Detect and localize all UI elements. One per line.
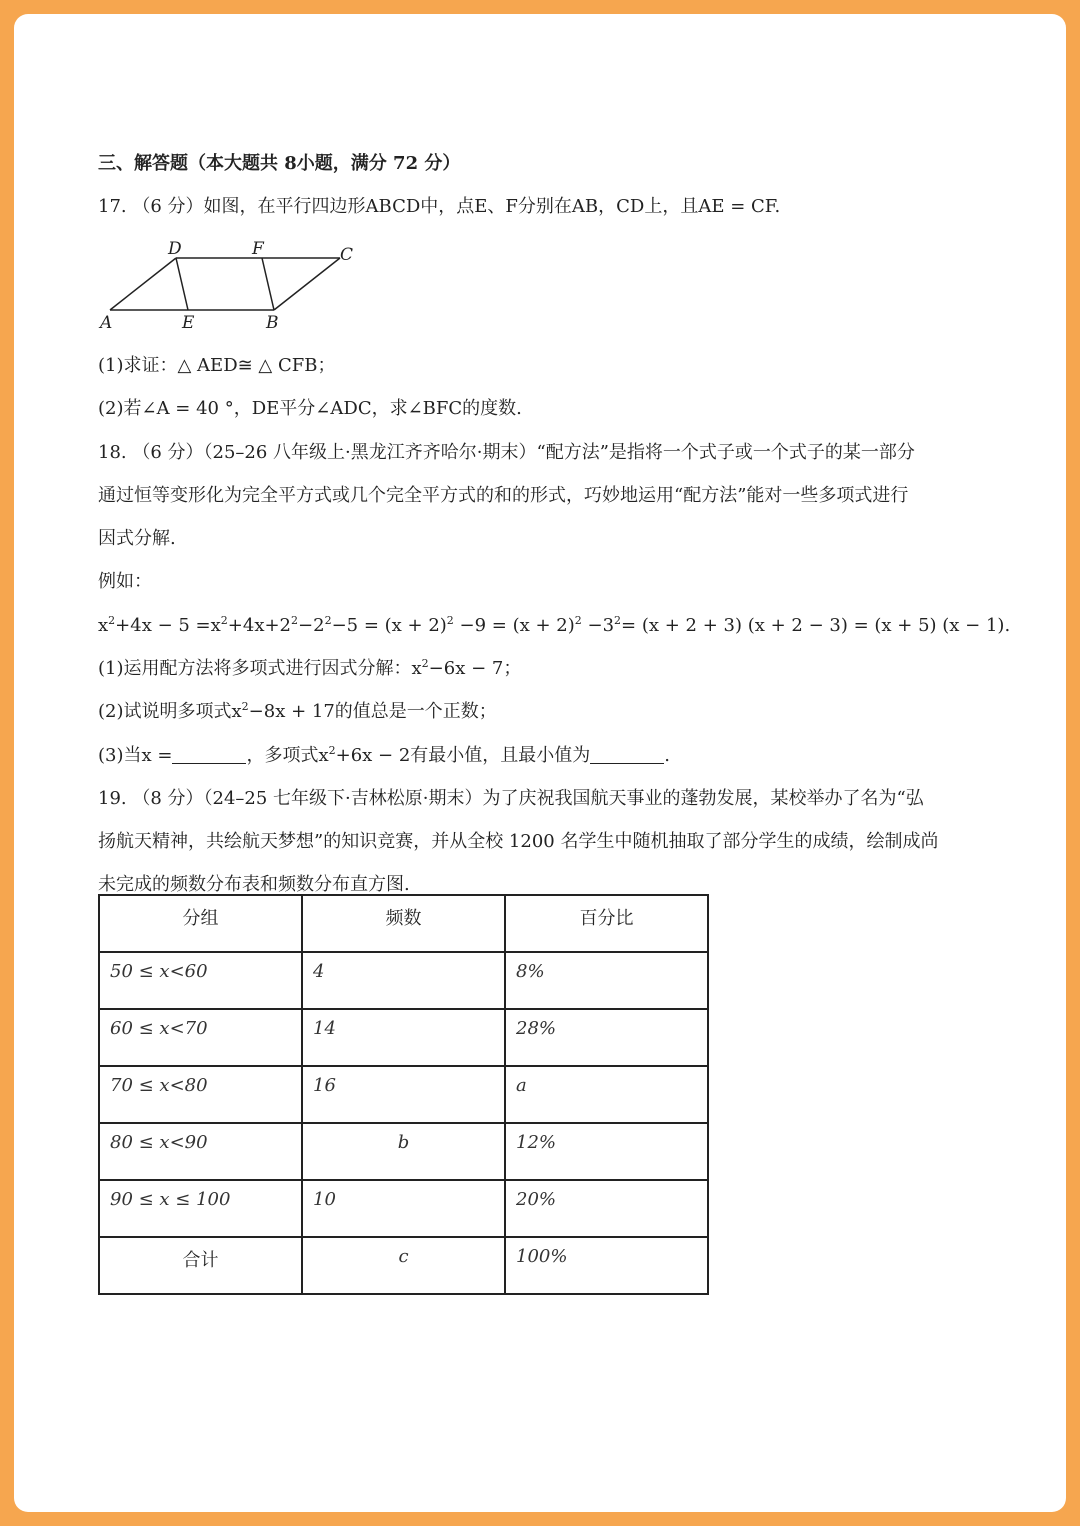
table-row [99,1237,708,1294]
table-row [99,952,708,1009]
table-header: 百分比 [505,895,708,952]
parallelogram-figure [98,232,368,332]
table-cell: 90 ≤ x ≤ 100 [99,1180,302,1237]
q18-stem-line1: 18. （6 分）（25–26 八年级上·黑龙江齐齐哈尔·期末）“配方法”是指将一个式子或一个式子的某一部分 [98,442,915,463]
frequency-table [98,894,709,1295]
answer-blank-min[interactable] [590,745,664,764]
q18-stem-line3: 因式分解. [98,528,176,549]
label-e: E [182,313,195,332]
label-b: B [266,313,279,332]
q18-example-label: 例如： [98,571,152,592]
table-cell: 60 ≤ x<70 [99,1009,302,1066]
table-cell: 合计 [99,1237,302,1294]
q17-part1: (1)求证：△ AED≅ △ CFB； [98,355,336,376]
segment-ad [110,258,176,310]
table-cell: 8% [505,952,708,1009]
label-f: F [252,239,264,259]
worksheet-page [14,14,1066,1512]
table-cell: 12% [505,1123,708,1180]
table-cell: 14 [302,1009,505,1066]
label-a: A [100,313,113,332]
q18-stem-line2: 通过恒等变形化为完全平方式或几个完全平方式的和的形式，巧妙地运用“配方法”能对一些多项式进行 [98,485,909,506]
table-cell: a [505,1066,708,1123]
table-cell: c [302,1237,505,1294]
q18-part3: (3)当x = ，多项式$x^2+6x - 2$有最小值，且最小值为 . [98,744,671,766]
label-d: D [168,239,182,259]
q18-part1: (1)运用配方法将多项式进行因式分解：$x^2-6x - 7$； [98,657,522,679]
table-row [99,1009,708,1066]
table-row [99,1066,708,1123]
table-row [99,1123,708,1180]
table-row [99,1180,708,1237]
q18-part2: (2)试说明多项式$x^2-8x + 17$的值总是一个正数； [98,700,497,722]
q19-stem-line2: 扬航天精神，共绘航天梦想”的知识竞赛，并从全校 1200 名学生中随机抽取了部分学生的成绩，绘制成尚 [98,831,939,852]
table-header-row [99,895,708,952]
label-c: C [340,245,354,265]
table-cell: 50 ≤ x<60 [99,952,302,1009]
q18-example-formula: $x^2+4x - 5 =x^2+4x+2^2-2^2-5 = (x + 2)^2 -9 = (x + 2)^2 -3^2= (x + 2 + 3) (x + 2 - 3) = (x + 5) (x - 1)$. [98,614,1011,636]
table-cell: 10 [302,1180,505,1237]
table-cell: 20% [505,1180,708,1237]
q19-stem-line1: 19. （8 分）（24–25 七年级下·吉林松原·期末）为了庆祝我国航天事业的蓬勃发展，某校举办了名为“弘 [98,788,924,809]
table-cell: b [302,1123,505,1180]
section-title: 三、解答题（本大题共 8小题，满分 72 分） [98,153,461,174]
table-cell: 4 [302,952,505,1009]
table-cell: 16 [302,1066,505,1123]
table-header: 频数 [302,895,505,952]
q17-part2: (2)若∠A = 40 °，DE平分∠ADC，求∠BFC的度数. [98,398,522,419]
segment-bc [274,258,340,310]
q17-stem: 17. （6 分）如图，在平行四边形ABCD中，点E、F分别在AB，CD上，且AE = CF. [98,196,781,217]
segment-fb [262,258,274,310]
q19-stem-line3: 未完成的频数分布表和频数分布直方图. [98,874,410,895]
table-cell: 100% [505,1237,708,1294]
table-cell: 28% [505,1009,708,1066]
answer-blank-x[interactable] [172,745,246,764]
table-cell: 80 ≤ x<90 [99,1123,302,1180]
table-cell: 70 ≤ x<80 [99,1066,302,1123]
segment-de [176,258,188,310]
table-header: 分组 [99,895,302,952]
